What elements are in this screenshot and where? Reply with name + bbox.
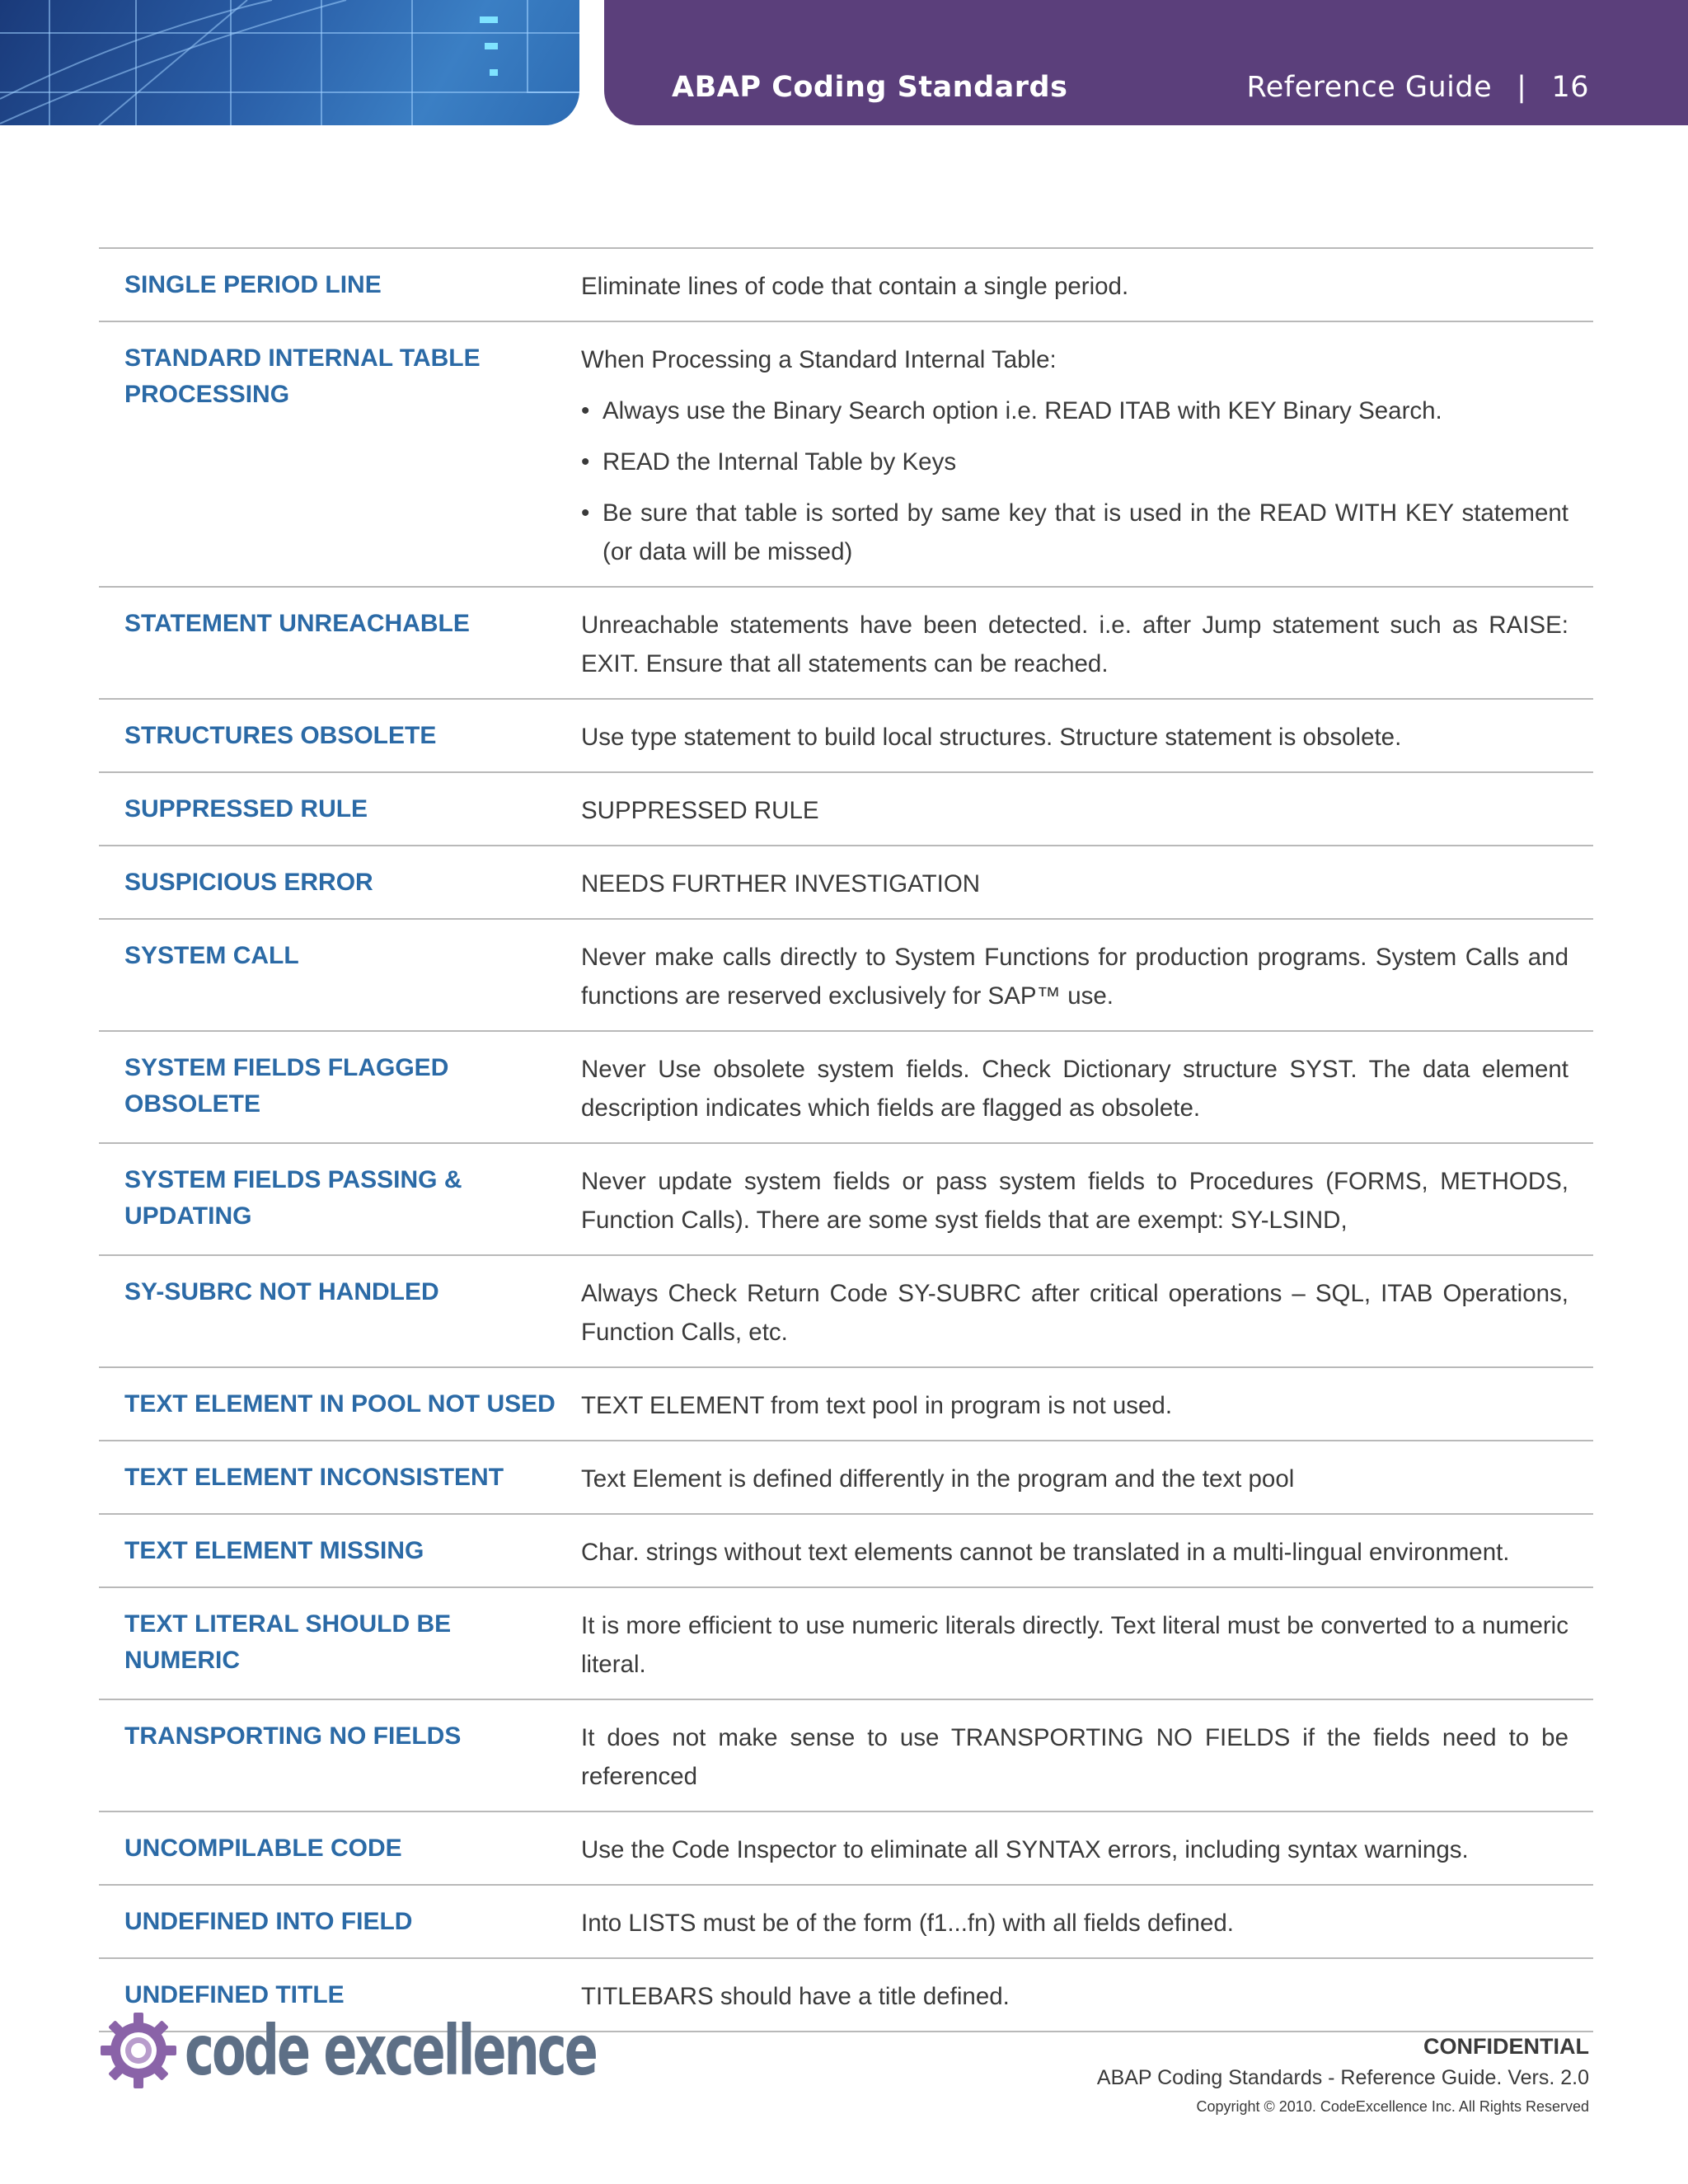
header-graphic (0, 0, 579, 125)
rule-term: STANDARD INTERNAL TABLE PROCESSING (124, 344, 481, 408)
table-row (99, 1700, 1593, 1812)
bullet-item (581, 443, 1568, 481)
rule-term: SUSPICIOUS ERROR (124, 869, 373, 896)
bullet-item (581, 391, 1568, 430)
rule-description-text: Never make calls directly to System Functions for production programs. System Calls and functions are reserved exclusively for SAP™ use. (581, 944, 1568, 1010)
rule-description (581, 718, 1593, 757)
section-label: Reference Guide (1246, 71, 1493, 104)
bullet-text: Always use the Binary Search option i.e. READ ITAB with KEY Binary Search. (603, 397, 1442, 424)
gear-icon (99, 2011, 178, 2090)
table-row (99, 1812, 1593, 1886)
rule-description (581, 865, 1593, 903)
table-row (99, 1441, 1593, 1515)
table-row (99, 920, 1593, 1032)
rule-description (581, 267, 1593, 306)
rule-description (581, 340, 1593, 571)
table-row (99, 1144, 1593, 1256)
rule-term: STRUCTURES OBSOLETE (124, 722, 437, 749)
rule-term: SUPPRESSED RULE (124, 795, 368, 823)
footer-info (1097, 2034, 1589, 2116)
bullet-dot-icon: • (581, 499, 590, 527)
rule-term: SYSTEM FIELDS FLAGGED OBSOLETE (124, 1054, 449, 1118)
rule-term: TEXT LITERAL SHOULD BE NUMERIC (124, 1610, 452, 1674)
company-logo (99, 2011, 756, 2090)
rule-term: UNCOMPILABLE CODE (124, 1835, 402, 1862)
table-row (99, 1032, 1593, 1144)
rule-term: SINGLE PERIOD LINE (124, 271, 382, 298)
table-row (99, 846, 1593, 920)
rule-description-text: Use the Code Inspector to eliminate all SYNTAX errors, including syntax warnings. (581, 1836, 1469, 1863)
grid-decoration-icon (0, 0, 579, 125)
rule-description (581, 1830, 1593, 1869)
rule-description (581, 1386, 1593, 1425)
rules-table (99, 247, 1593, 2032)
rule-description-text: TITLEBARS should have a title defined. (581, 1983, 1010, 2010)
rule-description-text: Unreachable statements have been detected. i.e. after Jump statement such as RAISE: EXIT. Ensure that all statements can be reached. (581, 612, 1568, 677)
table-row (99, 1588, 1593, 1700)
rule-term: STATEMENT UNREACHABLE (124, 610, 470, 637)
table-row (99, 588, 1593, 700)
logo-wordmark: code excellence (185, 2010, 596, 2091)
rule-description (581, 1977, 1593, 2016)
table-row (99, 249, 1593, 322)
rule-description-text: Never Use obsolete system fields. Check Dictionary structure SYST. The data element description indicates which fields are flagged as obsolete. (581, 1056, 1568, 1122)
rule-term: SYSTEM CALL (124, 942, 299, 969)
rule-description (581, 1904, 1593, 1943)
rule-term: TRANSPORTING NO FIELDS (124, 1722, 462, 1750)
rule-description-text: It is more efficient to use numeric literals directly. Text literal must be converted to a numeric literal. (581, 1612, 1568, 1678)
table-row (99, 1368, 1593, 1441)
rule-description-text: NEEDS FURTHER INVESTIGATION (581, 870, 981, 898)
header-separator: | (1517, 71, 1527, 104)
copyright-notice: Copyright © 2010. CodeExcellence Inc. All Rights Reserved (1196, 2098, 1589, 2115)
rule-term: SYSTEM FIELDS PASSING & UPDATING (124, 1166, 462, 1230)
table-row (99, 1515, 1593, 1588)
rule-description-text: Char. strings without text elements cannot be translated in a multi-lingual environment. (581, 1539, 1510, 1566)
rule-description-text: SUPPRESSED RULE (581, 797, 819, 824)
rule-description-text: Into LISTS must be of the form (f1...fn) with all fields defined. (581, 1910, 1234, 1937)
rule-description (581, 1460, 1593, 1498)
rule-description-text: Never update system fields or pass system fields to Procedures (FORMS, METHODS, Function Calls). There are some syst fields that are exempt: SY-LSIND, (581, 1168, 1568, 1234)
document-version: ABAP Coding Standards - Reference Guide. Vers. 2.0 (1096, 2066, 1589, 2089)
rule-description (581, 1606, 1593, 1684)
rule-term: UNDEFINED INTO FIELD (124, 1908, 413, 1935)
rule-description-text: Eliminate lines of code that contain a single period. (581, 273, 1129, 300)
rule-description (581, 1718, 1593, 1796)
table-row (99, 322, 1593, 588)
rule-description (581, 1274, 1593, 1352)
rule-term: TEXT ELEMENT MISSING (124, 1537, 424, 1564)
document-title: ABAP Coding Standards (672, 71, 1068, 104)
rule-description-text: Use type statement to build local structures. Structure statement is obsolete. (581, 724, 1402, 751)
rule-description (581, 1050, 1593, 1127)
bullet-item (581, 494, 1568, 571)
rule-description (581, 1533, 1593, 1572)
confidential-label: CONFIDENTIAL (1423, 2034, 1589, 2059)
rule-description-text: Text Element is defined differently in the program and the text pool (581, 1465, 1295, 1493)
rule-description (581, 938, 1593, 1015)
bullet-dot-icon: • (581, 397, 590, 424)
rule-term: SY-SUBRC NOT HANDLED (124, 1278, 439, 1305)
rule-term: TEXT ELEMENT INCONSISTENT (124, 1464, 504, 1491)
header-band (604, 0, 1688, 125)
table-row (99, 773, 1593, 846)
page-number: 16 (1551, 71, 1589, 104)
rule-description (581, 1162, 1593, 1240)
rule-description-text: Always Check Return Code SY-SUBRC after critical operations – SQL, ITAB Operations, Function Calls, etc. (581, 1280, 1568, 1346)
rule-description-text: It does not make sense to use TRANSPORTING NO FIELDS if the fields need to be referenced (581, 1724, 1568, 1790)
rule-term: UNDEFINED TITLE (124, 1981, 345, 2008)
rule-description-text: TEXT ELEMENT from text pool in program is not used. (581, 1392, 1173, 1419)
table-row (99, 700, 1593, 773)
bullet-text: READ the Internal Table by Keys (603, 448, 957, 476)
table-row (99, 1886, 1593, 1959)
header-meta (1247, 71, 1590, 104)
rule-term: TEXT ELEMENT IN POOL NOT USED (124, 1390, 556, 1418)
rule-description (581, 791, 1593, 830)
bullet-text: Be sure that table is sorted by same key that is used in the READ WITH KEY statement (or data will be missed) (603, 499, 1568, 565)
rule-description (581, 606, 1593, 683)
table-row (99, 1256, 1593, 1368)
rule-description-text: When Processing a Standard Internal Table: (581, 346, 1057, 373)
bullet-dot-icon: • (581, 448, 590, 476)
